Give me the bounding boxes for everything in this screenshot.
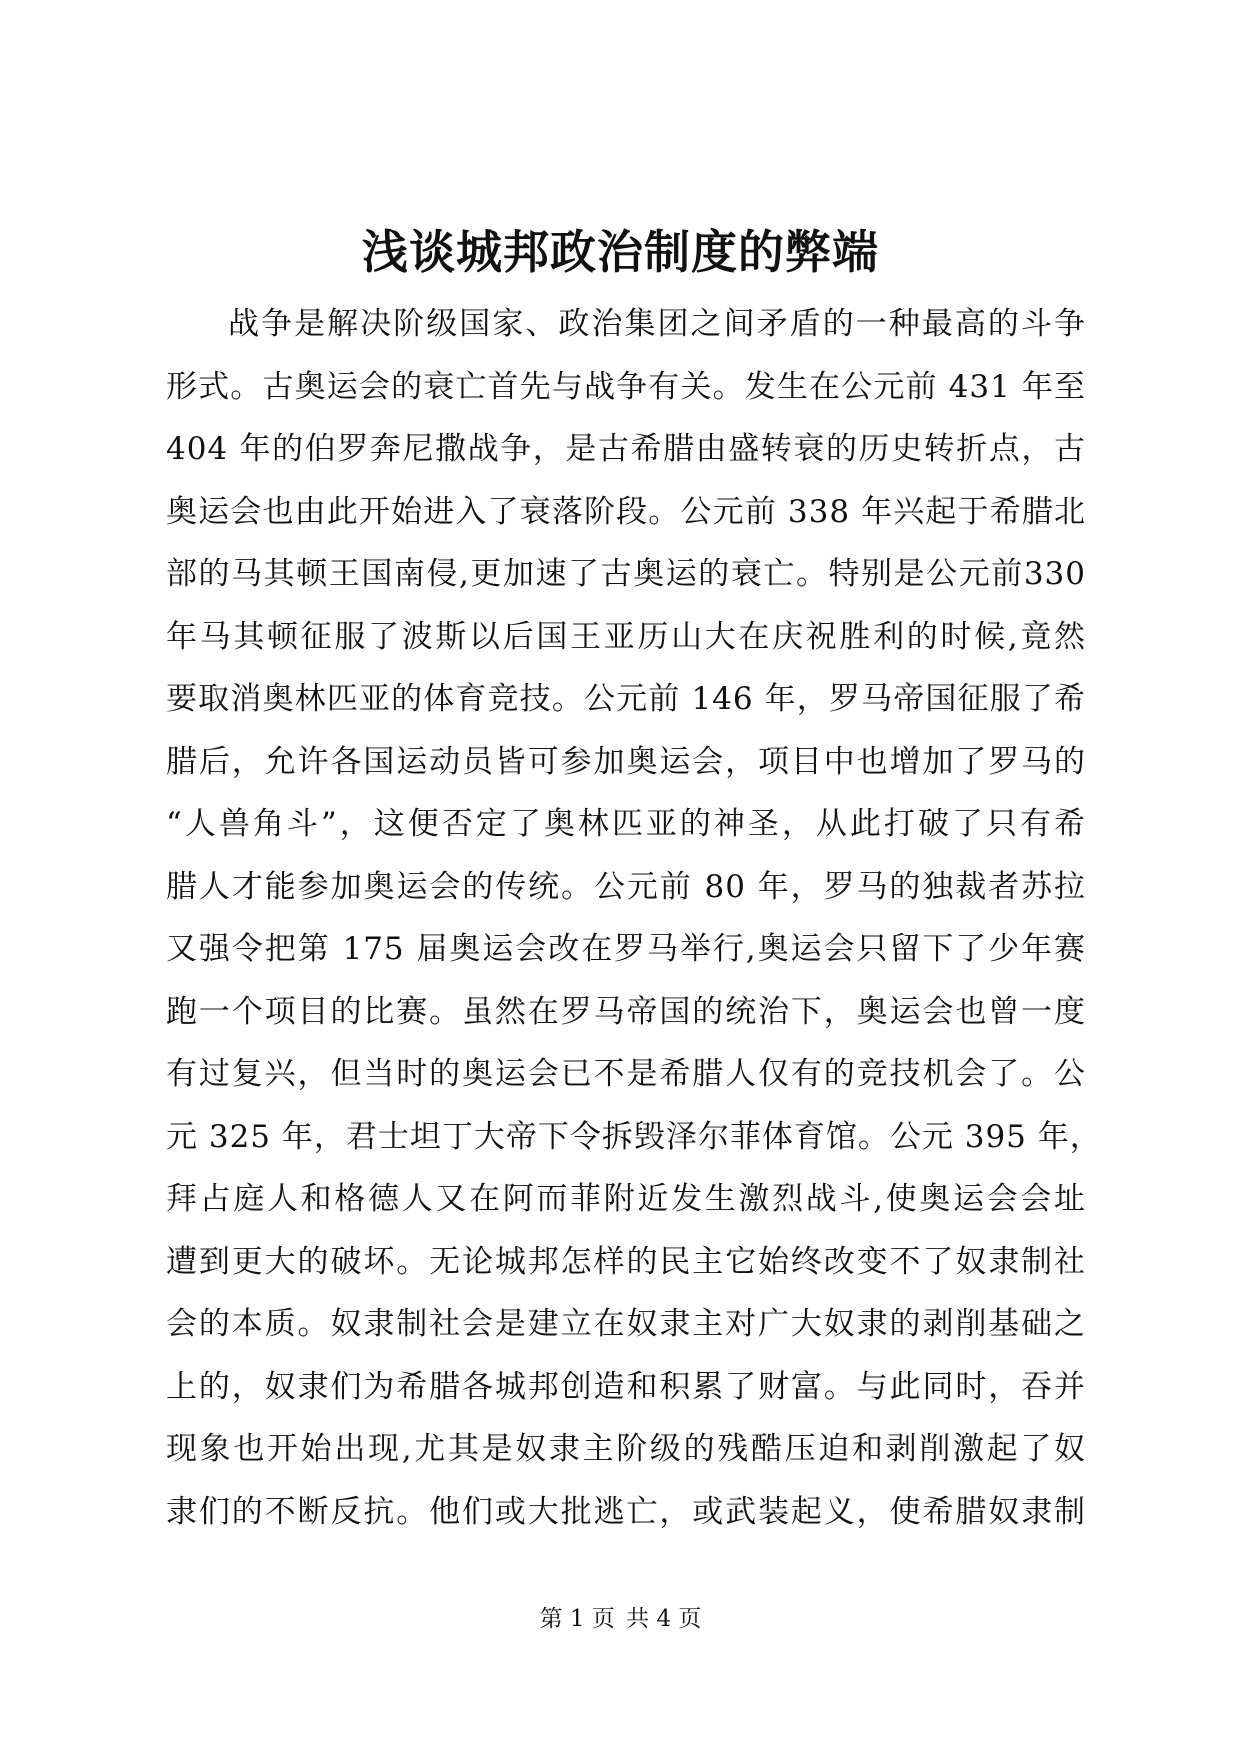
body-line: 现象也开始出现,尤其是奴隶主阶级的残酷压迫和剥削激起了奴 — [166, 1431, 1086, 1467]
body-line: 上的，奴隶们为希腊各城邦创造和积累了财富。与此同时，吞并 — [166, 1368, 1086, 1405]
body-line: 有过复兴，但当时的奥运会已不是希腊人仅有的竞技机会了。公 — [166, 1056, 1086, 1092]
document-title: 浅谈城邦政治制度的弊端 — [362, 225, 879, 279]
body-line: 元 325 年，君士坦丁大帝下令拆毁泽尔菲体育馆。公元 395 年， — [166, 1118, 1102, 1155]
body-line: “人兽角斗”，这便否定了奥林匹亚的神圣，从此打破了只有希 — [166, 806, 1086, 842]
body-line: 部的马其顿王国南侵,更加速了古奥运的衰亡。特别是公元前330 — [166, 556, 1086, 592]
body-line: 遭到更大的破坏。无论城邦怎样的民主它始终改变不了奴隶制社 — [166, 1243, 1086, 1280]
page-footer — [0, 1604, 1241, 1634]
body-line: 跑一个项目的比赛。虽然在罗马帝国的统治下，奥运会也曾一度 — [166, 993, 1086, 1030]
body-line: 404 年的伯罗奔尼撒战争，是古希腊由盛转衰的历史转折点，古 — [166, 431, 1086, 467]
body-line: 腊人才能参加奥运会的传统。公元前 80 年，罗马的独裁者苏拉 — [166, 868, 1086, 905]
body-line: 年马其顿征服了波斯以后国王亚历山大在庆祝胜利的时候,竟然 — [166, 618, 1086, 655]
body-line: 奥运会也由此开始进入了衰落阶段。公元前 338 年兴起于希腊北 — [166, 493, 1086, 530]
body-line: 会的本质。奴隶制社会是建立在奴隶主对广大奴隶的剥削基础之 — [166, 1306, 1086, 1342]
page-number: 第 1 页 — [539, 1606, 615, 1632]
document-body — [166, 293, 1102, 1543]
body-line: 腊后，允许各国运动员皆可参加奥运会，项目中也增加了罗马的 — [166, 743, 1086, 780]
body-line: 要取消奥林匹亚的体育竞技。公元前 146 年，罗马帝国征服了希 — [166, 681, 1086, 717]
body-line: 形式。古奥运会的衰亡首先与战争有关。发生在公元前 431 年至 — [166, 368, 1086, 405]
body-line: 战争是解决阶级国家、政治集团之间矛盾的一种最高的斗争 — [228, 306, 1086, 342]
body-line: 隶们的不断反抗。他们或大批逃亡，或武装起义，使希腊奴隶制 — [166, 1493, 1086, 1530]
page-total: 共 4 页 — [626, 1606, 702, 1632]
body-line: 拜占庭人和格德人又在阿而菲附近发生激烈战斗,使奥运会会址 — [166, 1181, 1086, 1217]
body-line: 又强令把第 175 届奥运会改在罗马举行,奥运会只留下了少年赛 — [166, 931, 1086, 967]
